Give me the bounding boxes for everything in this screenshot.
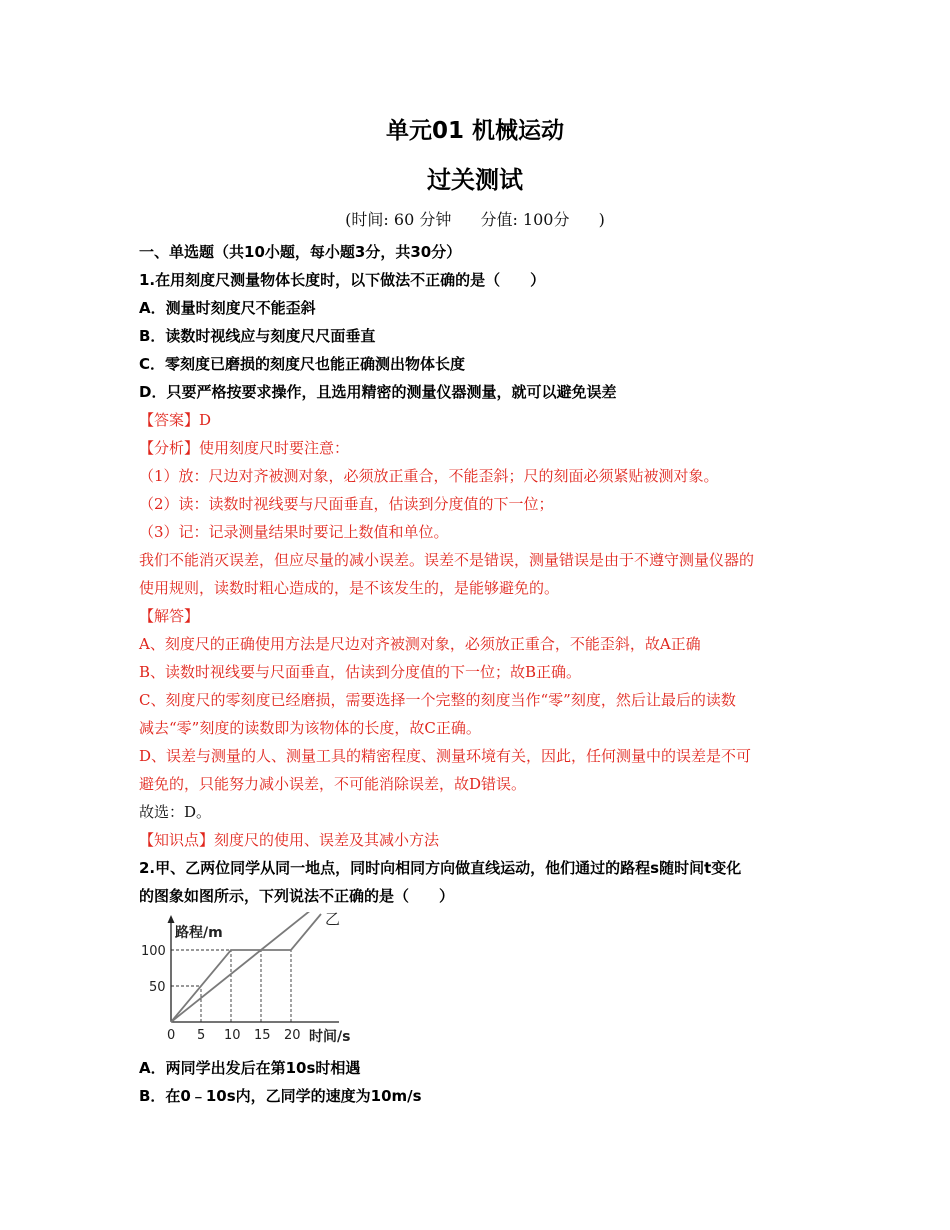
q2-stem-line1: 2.甲、乙两位同学从同一地点，同时向相同方向做直线运动，他们通过的路程s随时间t变化 bbox=[139, 859, 742, 877]
q1-analysis-4: 我们不能消灭误差，但应尽量的减小误差。误差不是错误，测量错误是由于不遵守测量仪器的 bbox=[139, 551, 755, 569]
q1-analysis-5: 使用规则，读数时粗心造成的，是不该发生的，是能够避免的。 bbox=[139, 579, 560, 597]
y-tick-50: 50 bbox=[149, 980, 166, 995]
q1-answer: 【答案】D bbox=[139, 411, 212, 429]
x-tick-15: 15 bbox=[254, 1028, 271, 1043]
series-label-yi: 乙 bbox=[325, 912, 341, 928]
distance-time-chart bbox=[135, 912, 365, 1047]
exam-meta bbox=[0, 207, 950, 230]
q1-option-c: C．零刻度已磨损的刻度尺也能正确测出物体长度 bbox=[139, 355, 466, 373]
q1-solution-d1: D、误差与测量的人、测量工具的精密程度、测量环境有关，因此，任何测量中的误差是不可 bbox=[139, 747, 752, 765]
q1-analysis-head: 【分析】使用刻度尺时要注意： bbox=[139, 439, 350, 457]
q1-solution-c2: 减去“零”刻度的读数即为该物体的长度，故C正确。 bbox=[139, 719, 481, 737]
y-axis-arrow bbox=[168, 915, 175, 923]
y-axis-title: 路程/m bbox=[175, 925, 223, 941]
q1-analysis-1: （1）放：尺边对齐被测对象，必须放正重合，不能歪斜；尺的刻面必须紧贴被测对象。 bbox=[139, 467, 719, 485]
unit-title: 单元01 机械运动 bbox=[385, 118, 564, 144]
section-heading: 一、单选题（共10小题，每小题3分，共30分） bbox=[139, 243, 462, 261]
y-tick-100: 100 bbox=[141, 944, 166, 959]
q1-solution-a: A、刻度尺的正确使用方法是尺边对齐被测对象，必须放正重合，不能歪斜，故A正确 bbox=[139, 635, 701, 653]
q1-option-b: B．读数时视线应与刻度尺尺面垂直 bbox=[139, 327, 376, 345]
q1-solution-head: 【解答】 bbox=[139, 607, 200, 625]
close-paren: ) bbox=[598, 210, 605, 229]
q1-stem: 1.在用刻度尺测量物体长度时，以下做法不正确的是（ ） bbox=[139, 271, 546, 289]
q2-stem-line2: 的图象如图所示，下列说法不正确的是（ ） bbox=[139, 887, 455, 905]
test-subtitle: 过关测试 bbox=[427, 166, 523, 194]
q1-option-a: A．测量时刻度尺不能歪斜 bbox=[139, 299, 316, 317]
q1-analysis-2: （2）读：读数时视线要与尺面垂直，估读到分度值的下一位； bbox=[139, 495, 554, 513]
x-axis-title: 时间/s bbox=[309, 1029, 351, 1045]
q1-option-d: D．只要严格按要求操作，且选用精密的测量仪器测量，就可以避免误差 bbox=[139, 383, 617, 401]
x-tick-0: 0 bbox=[167, 1028, 176, 1043]
q1-conclusion: 故选：D。 bbox=[139, 803, 212, 821]
q2-option-a: A．两同学出发后在第10s时相遇 bbox=[139, 1059, 361, 1077]
q1-knowledge-point: 【知识点】刻度尺的使用、误差及其减小方法 bbox=[139, 831, 440, 849]
score-label: 分值: 100分 bbox=[480, 210, 570, 229]
time-label: (时间: 60 分钟 bbox=[345, 210, 452, 229]
q1-solution-b: B、读数时视线要与尺面垂直，估读到分度值的下一位；故B正确。 bbox=[139, 663, 582, 681]
x-tick-10: 10 bbox=[224, 1028, 241, 1043]
q1-solution-d2: 避免的，只能努力减小误差，不可能消除误差，故D错误。 bbox=[139, 775, 527, 793]
q1-solution-c1: C、刻度尺的零刻度已经磨损，需要选择一个完整的刻度当作“零”刻度，然后让最后的读数 bbox=[139, 691, 736, 709]
q1-analysis-3: （3）记：记录测量结果时要记上数值和单位。 bbox=[139, 523, 449, 541]
q2-option-b: B．在0﹣10s内，乙同学的速度为10m/s bbox=[139, 1087, 422, 1105]
x-tick-20: 20 bbox=[284, 1028, 301, 1043]
x-tick-5: 5 bbox=[197, 1028, 206, 1043]
